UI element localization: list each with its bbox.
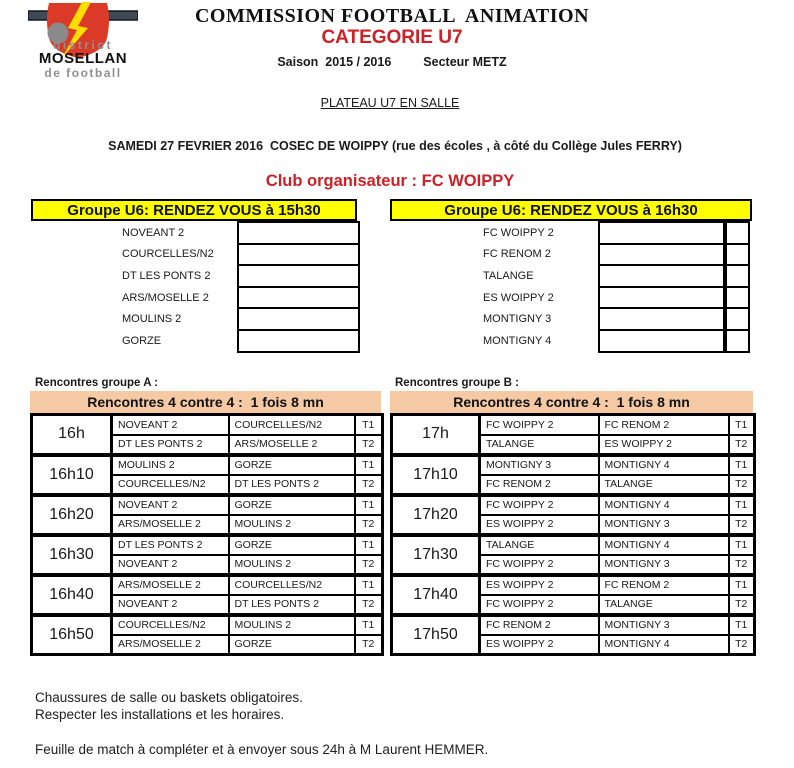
footer-note-matchsheet: Feuille de match à compléter et à envoyer sous 24h à M Laurent HEMMER. (35, 742, 489, 757)
court-cell: T2 (729, 555, 755, 575)
court-cell: T1 (355, 535, 383, 555)
empty-fill-box (237, 286, 360, 310)
team-name-label: GORZE (122, 334, 162, 347)
team-row (390, 244, 752, 266)
team-name-label: MONTIGNY 4 (483, 334, 552, 347)
court-cell: T1 (729, 575, 755, 595)
away-team-cell: MOULINS 2 (229, 555, 355, 575)
empty-fill-box (237, 307, 360, 331)
court-cell: T1 (729, 535, 755, 555)
match-row (392, 455, 755, 475)
away-team-cell: MONTIGNY 4 (599, 535, 729, 555)
team-name-label: NOVEANT 2 (122, 226, 185, 239)
logo-text-district: district (52, 38, 113, 52)
team-name-label: DT LES PONTS 2 (122, 269, 211, 282)
home-team-cell: ES WOIPPY 2 (480, 575, 599, 595)
season-label: Saison 2015 / 2016 (277, 55, 392, 69)
away-team-cell: ES WOIPPY 2 (599, 435, 729, 455)
category-title: CATEGORIE U7 (321, 27, 463, 48)
match-row (32, 415, 383, 435)
team-name-label: ES WOIPPY 2 (483, 291, 554, 304)
empty-check-box (725, 221, 750, 245)
season-sector-row (0, 55, 784, 69)
match-row (32, 455, 383, 475)
team-row (390, 308, 752, 330)
empty-fill-box (598, 286, 725, 310)
empty-fill-box (237, 221, 360, 245)
away-team-cell: TALANGE (599, 595, 729, 615)
away-team-cell: COURCELLES/N2 (229, 415, 355, 435)
home-team-cell: FC WOIPPY 2 (480, 415, 599, 435)
court-cell: T1 (729, 615, 755, 635)
team-name-label: MOULINS 2 (122, 313, 182, 326)
empty-check-box (725, 264, 750, 288)
team-name-label: MONTIGNY 3 (483, 313, 552, 326)
empty-fill-box (598, 243, 725, 267)
home-team-cell: TALANGE (480, 435, 599, 455)
match-row (32, 615, 383, 635)
group-team-list (390, 222, 752, 352)
match-row (32, 535, 383, 555)
team-row (31, 287, 357, 309)
home-team-cell: ARS/MOSELLE 2 (112, 515, 229, 535)
home-team-cell: ARS/MOSELLE 2 (112, 575, 229, 595)
court-cell: T2 (729, 515, 755, 535)
away-team-cell: ARS/MOSELLE 2 (229, 435, 355, 455)
match-row (392, 575, 755, 595)
time-cell: 16h20 (32, 495, 112, 535)
schedule-label: Rencontres groupe A : (35, 377, 159, 389)
match-row (392, 615, 755, 635)
schedule-table (390, 413, 756, 656)
date-venue-line: SAMEDI 27 FEVRIER 2016 COSEC DE WOIPPY (rue des écoles , à côté du Collège Jules FERRY) (108, 139, 682, 153)
away-team-cell: MONTIGNY 3 (599, 515, 729, 535)
away-team-cell: GORZE (229, 455, 355, 475)
time-cell: 16h30 (32, 535, 112, 575)
court-cell: T1 (355, 615, 383, 635)
court-cell: T2 (729, 595, 755, 615)
empty-fill-box (598, 307, 725, 331)
group-team-list (31, 222, 357, 352)
home-team-cell: FC RENOM 2 (480, 475, 599, 495)
team-row (390, 222, 752, 244)
home-team-cell: ES WOIPPY 2 (480, 515, 599, 535)
home-team-cell: ES WOIPPY 2 (480, 635, 599, 655)
home-team-cell: MONTIGNY 3 (480, 455, 599, 475)
time-cell: 17h10 (392, 455, 480, 495)
empty-fill-box (598, 329, 725, 353)
home-team-cell: DT LES PONTS 2 (112, 535, 229, 555)
home-team-cell: DT LES PONTS 2 (112, 435, 229, 455)
empty-fill-box (598, 221, 725, 245)
away-team-cell: MONTIGNY 3 (599, 555, 729, 575)
away-team-cell: FC RENOM 2 (599, 415, 729, 435)
schedule-header: Rencontres 4 contre 4 : 1 fois 8 mn (30, 391, 381, 413)
away-team-cell: MONTIGNY 3 (599, 615, 729, 635)
away-team-cell: MONTIGNY 4 (599, 495, 729, 515)
time-cell: 17h40 (392, 575, 480, 615)
home-team-cell: FC RENOM 2 (480, 615, 599, 635)
team-row (31, 244, 357, 266)
court-cell: T1 (355, 495, 383, 515)
match-row (32, 575, 383, 595)
team-row (31, 222, 357, 244)
away-team-cell: FC RENOM 2 (599, 575, 729, 595)
logo-text-de-football: de football (44, 66, 122, 80)
schedule-table (30, 413, 384, 656)
match-row (392, 495, 755, 515)
time-cell: 16h40 (32, 575, 112, 615)
court-cell: T2 (355, 475, 383, 495)
empty-check-box (725, 307, 750, 331)
team-name-label: FC WOIPPY 2 (483, 226, 554, 239)
home-team-cell: TALANGE (480, 535, 599, 555)
court-cell: T1 (729, 415, 755, 435)
home-team-cell: NOVEANT 2 (112, 595, 229, 615)
away-team-cell: DT LES PONTS 2 (229, 595, 355, 615)
home-team-cell: FC WOIPPY 2 (480, 595, 599, 615)
time-cell: 16h (32, 415, 112, 455)
court-cell: T2 (729, 635, 755, 655)
empty-fill-box (237, 329, 360, 353)
away-team-cell: TALANGE (599, 475, 729, 495)
team-name-label: ARS/MOSELLE 2 (122, 291, 209, 304)
court-cell: T1 (355, 415, 383, 435)
court-cell: T2 (355, 595, 383, 615)
team-row (390, 287, 752, 309)
empty-check-box (725, 243, 750, 267)
away-team-cell: MONTIGNY 4 (599, 635, 729, 655)
team-name-label: TALANGE (483, 269, 534, 282)
schedule-header: Rencontres 4 contre 4 : 1 fois 8 mn (390, 391, 753, 413)
court-cell: T1 (355, 575, 383, 595)
away-team-cell: MONTIGNY 4 (599, 455, 729, 475)
empty-fill-box (237, 264, 360, 288)
time-cell: 16h50 (32, 615, 112, 655)
logo-text-mosellan: MOSELLAN (38, 50, 128, 67)
page-title: COMMISSION FOOTBALL ANIMATION (194, 5, 590, 27)
team-row (31, 265, 357, 287)
court-cell: T2 (729, 475, 755, 495)
match-row (392, 535, 755, 555)
sector-label: Secteur METZ (423, 55, 507, 69)
group-b (390, 199, 752, 352)
organizer-line: Club organisateur : FC WOIPPY (265, 172, 515, 190)
away-team-cell: MOULINS 2 (229, 615, 355, 635)
court-cell: T2 (355, 635, 383, 655)
home-team-cell: COURCELLES/N2 (112, 475, 229, 495)
away-team-cell: COURCELLES/N2 (229, 575, 355, 595)
footer-note-shoes: Chaussures de salle ou baskets obligatoires. (35, 690, 303, 705)
team-row (390, 265, 752, 287)
group-header: Groupe U6: RENDEZ VOUS à 16h30 (390, 199, 752, 221)
team-name-label: FC RENOM 2 (483, 248, 551, 261)
team-row (31, 308, 357, 330)
footer-note-respect: Respecter les installations et les horaires. (35, 707, 285, 722)
home-team-cell: NOVEANT 2 (112, 495, 229, 515)
home-team-cell: NOVEANT 2 (112, 415, 229, 435)
team-row (31, 330, 357, 352)
home-team-cell: ARS/MOSELLE 2 (112, 635, 229, 655)
court-cell: T2 (729, 435, 755, 455)
home-team-cell: FC WOIPPY 2 (480, 555, 599, 575)
team-name-label: COURCELLES/N2 (122, 248, 214, 261)
group-header: Groupe U6: RENDEZ VOUS à 15h30 (31, 199, 357, 221)
home-team-cell: MOULINS 2 (112, 455, 229, 475)
empty-fill-box (237, 243, 360, 267)
court-cell: T2 (355, 555, 383, 575)
court-cell: T1 (355, 455, 383, 475)
schedule-label: Rencontres groupe B : (395, 377, 519, 389)
away-team-cell: MOULINS 2 (229, 515, 355, 535)
time-cell: 16h10 (32, 455, 112, 495)
court-cell: T2 (355, 435, 383, 455)
time-cell: 17h20 (392, 495, 480, 535)
home-team-cell: COURCELLES/N2 (112, 615, 229, 635)
event-title: PLATEAU U7 EN SALLE (320, 96, 460, 110)
match-row (32, 495, 383, 515)
empty-check-box (725, 329, 750, 353)
time-cell: 17h50 (392, 615, 480, 655)
away-team-cell: GORZE (229, 535, 355, 555)
court-cell: T2 (355, 515, 383, 535)
time-cell: 17h (392, 415, 480, 455)
match-row (392, 415, 755, 435)
away-team-cell: GORZE (229, 635, 355, 655)
empty-check-box (725, 286, 750, 310)
away-team-cell: GORZE (229, 495, 355, 515)
home-team-cell: NOVEANT 2 (112, 555, 229, 575)
court-cell: T1 (729, 455, 755, 475)
group-a (31, 199, 357, 352)
time-cell: 17h30 (392, 535, 480, 575)
home-team-cell: FC WOIPPY 2 (480, 495, 599, 515)
empty-fill-box (598, 264, 725, 288)
court-cell: T1 (729, 495, 755, 515)
away-team-cell: DT LES PONTS 2 (229, 475, 355, 495)
team-row (390, 330, 752, 352)
